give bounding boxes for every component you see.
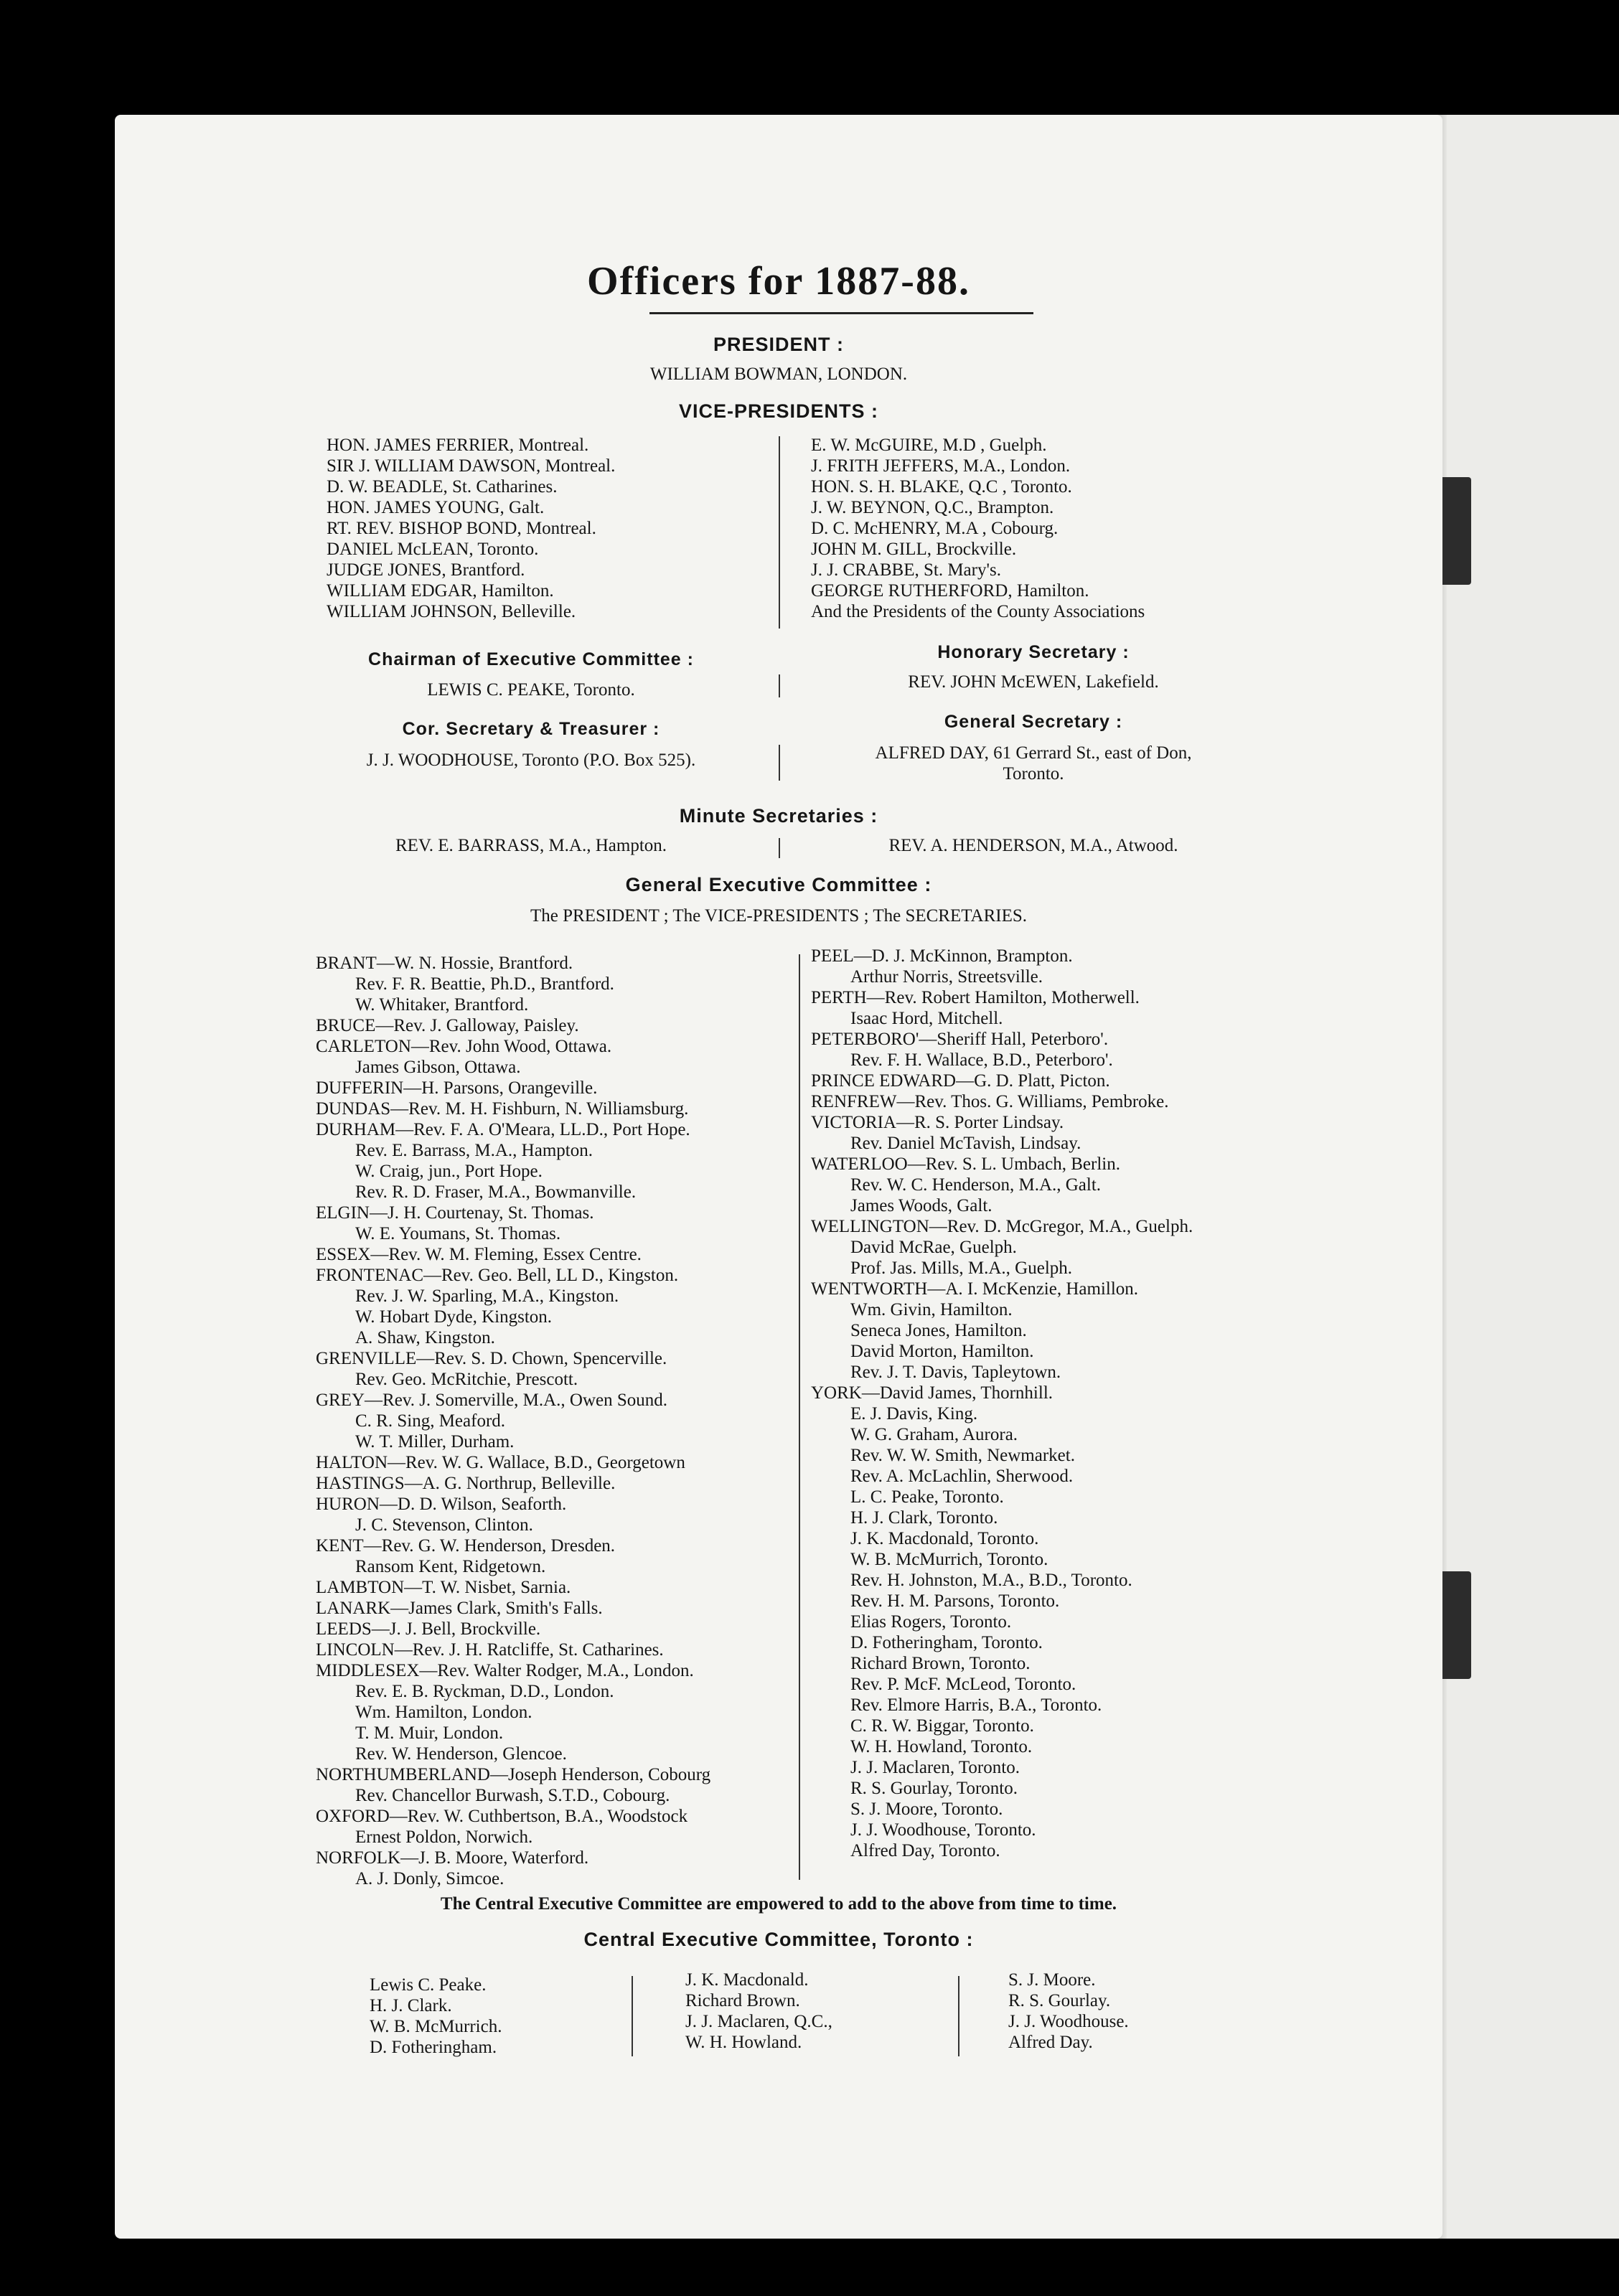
general-committee-subheading: The PRESIDENT ; The VICE-PRESIDENTS ; The SECRETARIES. (530, 906, 1027, 926)
county-entry: ELGIN—J. H. Courtenay, St. Thomas. (316, 1203, 594, 1223)
county-entry: WENTWORTH—A. I. McKenzie, Hamillon. (811, 1279, 1139, 1299)
vice-president-entry: D. C. McHENRY, M.A , Cobourg. (811, 519, 1059, 538)
general-secretary-line1: ALFRED DAY, 61 Gerrard St., east of Don, (875, 743, 1192, 763)
committee-member: W. Craig, jun., Port Hope. (355, 1162, 543, 1181)
central-committee-heading: Central Executive Committee, Toronto : (583, 1929, 974, 1950)
column-divider (799, 954, 800, 1880)
committee-member: Rev. E. B. Ryckman, D.D., London. (355, 1682, 614, 1701)
committee-member: James Woods, Galt. (850, 1196, 992, 1215)
vice-president-entry: HON. S. H. BLAKE, Q.C , Toronto. (811, 477, 1072, 497)
column-divider (779, 436, 780, 629)
vice-president-entry: HON. JAMES YOUNG, Galt. (327, 498, 545, 517)
minute-secretary-left: REV. E. BARRASS, M.A., Hampton. (395, 836, 667, 855)
committee-member: Rev. Elmore Harris, B.A., Toronto. (850, 1695, 1102, 1715)
title-rule (649, 312, 1033, 314)
committee-member: Rev. W. W. Smith, Newmarket. (850, 1446, 1075, 1465)
committee-member: H. J. Clark, Toronto. (850, 1508, 998, 1528)
central-committee-member: H. J. Clark. (370, 1996, 452, 2015)
central-committee-member: Lewis C. Peake. (370, 1975, 487, 1995)
county-entry: WELLINGTON—Rev. D. McGregor, M.A., Guelph. (811, 1217, 1193, 1236)
county-entry: BRANT—W. N. Hossie, Brantford. (316, 954, 573, 973)
committee-member: Rev. W. Henderson, Glencoe. (355, 1744, 567, 1764)
committee-member: Rev. R. D. Fraser, M.A., Bowmanville. (355, 1182, 637, 1202)
county-entry: HURON—D. D. Wilson, Seaforth. (316, 1495, 567, 1514)
document-page (115, 115, 1442, 2239)
central-committee-member: W. B. McMurrich. (370, 2017, 502, 2036)
cor-secretary-name: J. J. WOODHOUSE, Toronto (P.O. Box 525). (366, 751, 696, 770)
committee-member: J. K. Macdonald, Toronto. (850, 1529, 1039, 1548)
central-committee-member: D. Fotheringham. (370, 2038, 497, 2057)
vice-presidents-left-list (327, 435, 615, 622)
county-entry: DUNDAS—Rev. M. H. Fishburn, N. Williamsburg. (316, 1099, 689, 1119)
committee-member: J. J. Woodhouse, Toronto. (850, 1820, 1036, 1840)
county-entry: RENFREW—Rev. Thos. G. Williams, Pembroke. (811, 1092, 1169, 1111)
vice-president-entry: SIR J. WILLIAM DAWSON, Montreal. (327, 456, 616, 476)
central-committee-member: J. K. Macdonald. (685, 1970, 809, 1990)
committee-member: S. J. Moore, Toronto. (850, 1799, 1003, 1819)
committee-member: Isaac Hord, Mitchell. (850, 1009, 1003, 1028)
central-committee-member: R. S. Gourlay. (1008, 1991, 1111, 2010)
central-committee-member: J. J. Woodhouse. (1008, 2012, 1129, 2031)
vice-president-entry: E. W. McGUIRE, M.D , Guelph. (811, 436, 1047, 455)
vice-president-entry: J. W. BEYNON, Q.C., Brampton. (811, 498, 1054, 517)
president-heading: PRESIDENT : (713, 334, 845, 355)
county-entry: BRUCE—Rev. J. Galloway, Paisley. (316, 1016, 579, 1035)
committee-member: D. Fotheringham, Toronto. (850, 1633, 1043, 1652)
president-name: WILLIAM BOWMAN, LONDON. (649, 364, 908, 384)
page-title: Officers for 1887-88. (587, 259, 970, 304)
committee-member: Wm. Givin, Hamilton. (850, 1300, 1013, 1319)
committee-member: Rev. Geo. McRitchie, Prescott. (355, 1370, 578, 1389)
county-entry: PERTH—Rev. Robert Hamilton, Motherwell. (811, 988, 1140, 1007)
county-entry: HALTON—Rev. W. G. Wallace, B.D., Georgetown (316, 1453, 685, 1472)
committee-member: Elias Rogers, Toronto. (850, 1612, 1012, 1632)
vice-president-entry: JOHN M. GILL, Brockville. (811, 540, 1017, 559)
committee-member: Rev. W. C. Henderson, M.A., Galt. (850, 1175, 1102, 1195)
county-entry: HASTINGS—A. G. Northrup, Belleville. (316, 1474, 616, 1493)
committee-member: W. E. Youmans, St. Thomas. (355, 1224, 561, 1243)
committee-member: Seneca Jones, Hamilton. (850, 1321, 1027, 1340)
central-committee-member: Alfred Day. (1008, 2033, 1093, 2052)
column-divider (958, 1976, 959, 2056)
county-entry: LANARK—James Clark, Smith's Falls. (316, 1599, 603, 1618)
county-entry: LEEDS—J. J. Bell, Brockville. (316, 1619, 541, 1639)
county-entry: LAMBTON—T. W. Nisbet, Sarnia. (316, 1578, 571, 1597)
committee-member: J. J. Maclaren, Toronto. (850, 1758, 1020, 1777)
committee-member: Rev. Chancellor Burwash, S.T.D., Cobourg. (355, 1786, 670, 1805)
vice-presidents-right-list (811, 435, 1145, 622)
committee-member: Rev. J. W. Sparling, M.A., Kingston. (355, 1286, 619, 1306)
county-entry: VICTORIA—R. S. Porter Lindsay. (811, 1113, 1064, 1132)
vice-president-entry: DANIEL McLEAN, Toronto. (327, 540, 539, 559)
honorary-secretary-name: REV. JOHN McEWEN, Lakefield. (908, 672, 1159, 692)
chairman-name: LEWIS C. PEAKE, Toronto. (427, 680, 635, 700)
vice-president-entry: J. FRITH JEFFERS, M.A., London. (811, 456, 1071, 476)
county-entry: NORTHUMBERLAND—Joseph Henderson, Cobourg (316, 1765, 711, 1784)
county-entry: NORFOLK—J. B. Moore, Waterford. (316, 1848, 589, 1868)
minute-secretary-right: REV. A. HENDERSON, M.A., Atwood. (888, 836, 1178, 855)
central-committee-col1 (370, 1975, 502, 2058)
committee-member: David McRae, Guelph. (850, 1238, 1017, 1257)
central-committee-member: W. H. Howland. (685, 2033, 802, 2052)
county-entry: DUFFERIN—H. Parsons, Orangeville. (316, 1078, 598, 1098)
county-entry: YORK—David James, Thornhill. (811, 1383, 1053, 1403)
county-entry: CARLETON—Rev. John Wood, Ottawa. (316, 1037, 612, 1056)
committee-member: T. M. Muir, London. (355, 1723, 504, 1743)
county-entry: KENT—Rev. G. W. Henderson, Dresden. (316, 1536, 616, 1556)
committee-member: W. G. Graham, Aurora. (850, 1425, 1018, 1444)
committee-member: J. C. Stevenson, Clinton. (355, 1515, 533, 1535)
vice-president-entry: RT. REV. BISHOP BOND, Montreal. (327, 519, 596, 538)
central-committee-col2 (685, 1970, 832, 2053)
committee-note: The Central Executive Committee are empowered to add to the above from time to time. (440, 1894, 1117, 1914)
committee-member: W. Hobart Dyde, Kingston. (355, 1307, 553, 1327)
vice-president-entry: HON. JAMES FERRIER, Montreal. (327, 436, 589, 455)
committee-member: W. H. Howland, Toronto. (850, 1737, 1033, 1756)
vice-president-entry: JUDGE JONES, Brantford. (327, 560, 525, 580)
column-divider (779, 674, 780, 697)
committee-member: Wm. Hamilton, London. (355, 1703, 532, 1722)
column-divider (779, 745, 780, 781)
committee-member: Prof. Jas. Mills, M.A., Guelph. (850, 1258, 1073, 1278)
committee-member: David Morton, Hamilton. (850, 1342, 1034, 1361)
county-entry: PRINCE EDWARD—G. D. Platt, Picton. (811, 1071, 1110, 1091)
vice-president-entry: And the Presidents of the County Associations (811, 602, 1145, 621)
committee-member: Ernest Poldon, Norwich. (355, 1827, 533, 1847)
committee-member: Rev. F. H. Wallace, B.D., Peterboro'. (850, 1050, 1113, 1070)
committee-member: Alfred Day, Toronto. (850, 1841, 1000, 1860)
county-entry: GREY—Rev. J. Somerville, M.A., Owen Sound. (316, 1391, 668, 1410)
vice-president-entry: D. W. BEADLE, St. Catharines. (327, 477, 558, 497)
general-committee-right-list (811, 946, 1193, 1861)
committee-member: Rev. E. Barrass, M.A., Hampton. (355, 1141, 593, 1160)
committee-member: Ransom Kent, Ridgetown. (355, 1557, 546, 1576)
county-entry: LINCOLN—Rev. J. H. Ratcliffe, St. Catharines. (316, 1640, 664, 1660)
committee-member: Richard Brown, Toronto. (850, 1654, 1031, 1673)
county-entry: PETERBORO'—Sheriff Hall, Peterboro'. (811, 1030, 1109, 1049)
vice-president-entry: J. J. CRABBE, St. Mary's. (811, 560, 1001, 580)
committee-member: Rev. H. Johnston, M.A., B.D., Toronto. (850, 1571, 1132, 1590)
vice-presidents-heading: VICE-PRESIDENTS : (678, 400, 879, 422)
committee-member: W. Whitaker, Brantford. (355, 995, 529, 1015)
chairman-heading: Chairman of Executive Committee : (368, 649, 694, 669)
committee-member: Rev. F. R. Beattie, Ph.D., Brantford. (355, 974, 614, 994)
committee-member: Rev. A. McLachlin, Sherwood. (850, 1467, 1074, 1486)
central-committee-member: Richard Brown. (685, 1991, 800, 2010)
county-entry: GRENVILLE—Rev. S. D. Chown, Spencerville. (316, 1349, 667, 1368)
central-committee-member: J. J. Maclaren, Q.C., (685, 2012, 832, 2031)
committee-member: R. S. Gourlay, Toronto. (850, 1779, 1018, 1798)
committee-member: E. J. Davis, King. (850, 1404, 978, 1424)
committee-member: Rev. J. T. Davis, Tapleytown. (850, 1363, 1061, 1382)
committee-member: A. Shaw, Kingston. (355, 1328, 495, 1347)
committee-member: Rev. H. M. Parsons, Toronto. (850, 1591, 1060, 1611)
central-committee-col3 (1008, 1970, 1129, 2053)
general-secretary-line2: Toronto. (1003, 764, 1064, 784)
minute-secretaries-heading: Minute Secretaries : (679, 805, 878, 827)
committee-member: A. J. Donly, Simcoe. (355, 1869, 505, 1888)
committee-member: W. B. McMurrich, Toronto. (850, 1550, 1048, 1569)
county-entry: DURHAM—Rev. F. A. O'Meara, LL.D., Port Hope. (316, 1120, 690, 1139)
county-entry: OXFORD—Rev. W. Cuthbertson, B.A., Woodstock (316, 1807, 688, 1826)
vice-president-entry: GEORGE RUTHERFORD, Hamilton. (811, 581, 1089, 601)
cor-secretary-heading: Cor. Secretary & Treasurer : (402, 719, 660, 739)
general-committee-heading: General Executive Committee : (625, 874, 932, 895)
county-entry: FRONTENAC—Rev. Geo. Bell, LL D., Kingston. (316, 1266, 679, 1285)
column-divider (779, 838, 780, 858)
committee-member: James Gibson, Ottawa. (355, 1058, 521, 1077)
committee-member: Rev. P. McF. McLeod, Toronto. (850, 1675, 1076, 1694)
central-committee-member: S. J. Moore. (1008, 1970, 1096, 1990)
committee-member: L. C. Peake, Toronto. (850, 1487, 1004, 1507)
honorary-secretary-heading: Honorary Secretary : (937, 642, 1130, 662)
county-entry: ESSEX—Rev. W. M. Fleming, Essex Centre. (316, 1245, 642, 1264)
committee-member: C. R. Sing, Meaford. (355, 1411, 506, 1431)
county-entry: MIDDLESEX—Rev. Walter Rodger, M.A., London. (316, 1661, 694, 1680)
county-entry: PEEL—D. J. McKinnon, Brampton. (811, 946, 1073, 966)
general-secretary-heading: General Secretary : (944, 712, 1123, 732)
vice-president-entry: WILLIAM EDGAR, Hamilton. (327, 581, 554, 601)
adjacent-page (1442, 115, 1619, 2239)
committee-member: Rev. Daniel McTavish, Lindsay. (850, 1134, 1081, 1153)
general-committee-left-list (316, 953, 710, 1889)
committee-member: W. T. Miller, Durham. (355, 1432, 515, 1452)
committee-member: C. R. W. Biggar, Toronto. (850, 1716, 1034, 1736)
column-divider (632, 1976, 633, 2056)
committee-member: Arthur Norris, Streetsville. (850, 967, 1043, 987)
county-entry: WATERLOO—Rev. S. L. Umbach, Berlin. (811, 1154, 1120, 1174)
vice-president-entry: WILLIAM JOHNSON, Belleville. (327, 602, 576, 621)
